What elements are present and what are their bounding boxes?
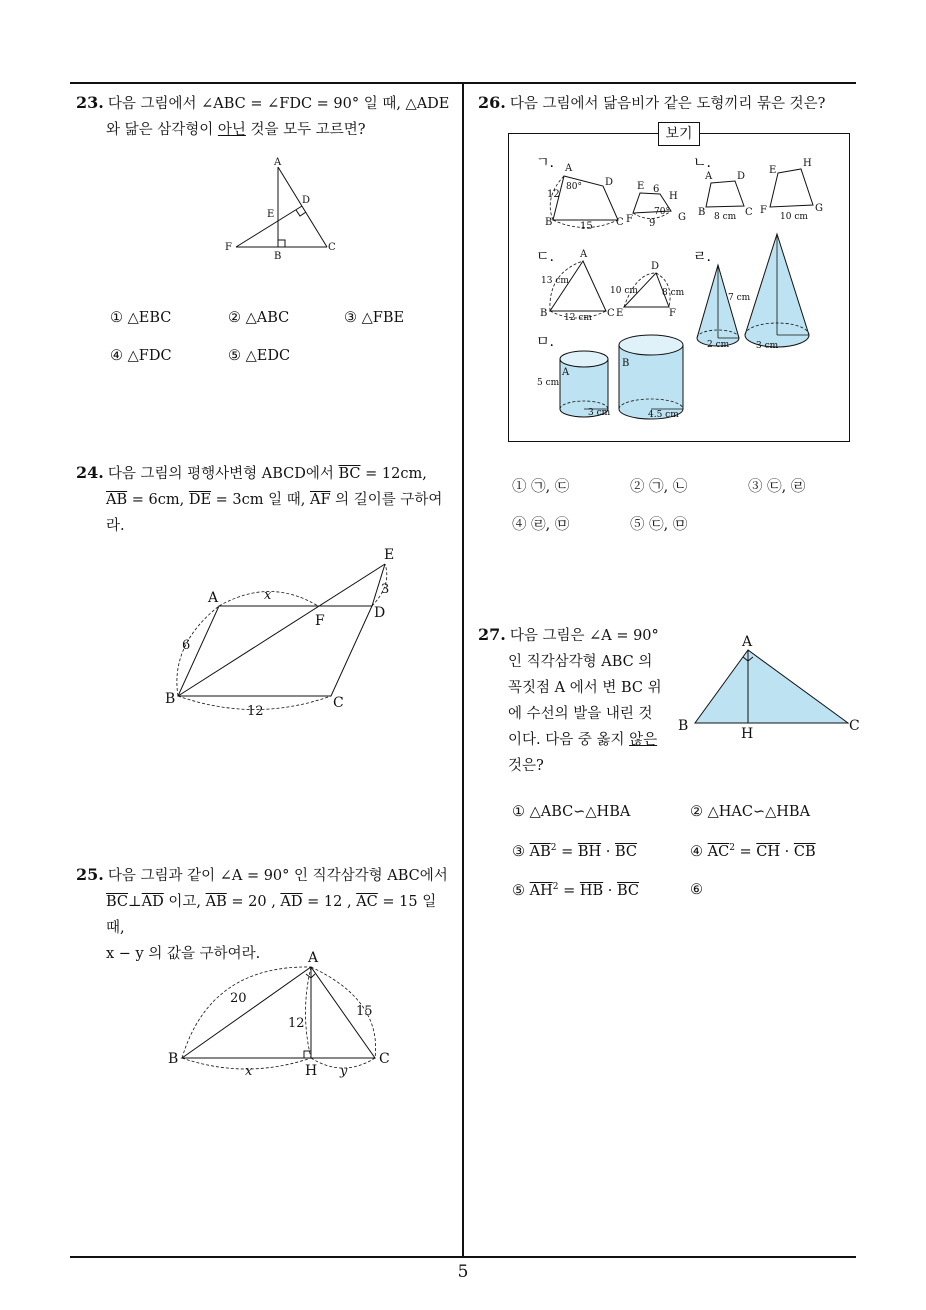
page-number: 5: [457, 1262, 469, 1282]
q26-g-f: F: [626, 214, 633, 225]
q26-n-c: C: [745, 207, 753, 218]
q23-label-d: D: [302, 195, 311, 206]
q23-line2-underlined: 아닌: [217, 122, 246, 138]
q26-g-b: B: [545, 217, 553, 228]
q27-opt5-dot: ·: [603, 882, 617, 899]
q27-line5-pre: 이다. 다음 중 옳지: [508, 732, 630, 748]
q26-g-e: E: [637, 181, 645, 192]
q25-label-y: y: [340, 1064, 348, 1079]
q24-label-d: D: [374, 605, 386, 621]
q24-label-6: 6: [182, 638, 191, 653]
q25-line2-c: = 12 ,: [302, 894, 357, 910]
question-23: [76, 90, 458, 143]
q26-d-12cm: 12 cm: [564, 313, 592, 323]
q27-line3: 꼭짓점 A 에서 변 BC 위: [508, 680, 662, 696]
q24-number: 24.: [76, 463, 104, 482]
q26-g-12: 12: [547, 189, 560, 200]
q27-option-5[interactable]: [512, 882, 639, 899]
q27-opt4-eq: =: [734, 843, 757, 860]
q23-figure: [220, 155, 350, 265]
q24-seg-de: $\overline{DE}$: [188, 492, 212, 508]
q27-opt3-ab: $\overline{AB}$: [529, 843, 551, 860]
q23-label-a: A: [274, 157, 282, 168]
q26-d-e: E: [616, 308, 624, 319]
q25-seg-ad2: $\overline{AD}$: [280, 894, 303, 910]
q26-sub-d: ㄷ.: [536, 249, 554, 265]
q26-option-2[interactable]: ② ㉠, ㉡: [630, 479, 688, 495]
q26-d-c: C: [607, 308, 615, 319]
q25-seg-bc: $\overline{BC}$: [106, 894, 129, 910]
q26-m-5cm: 5 cm: [537, 378, 560, 388]
q26-n-d: D: [737, 171, 746, 182]
q26-number: 26.: [478, 93, 506, 112]
q26-m-b: B: [622, 358, 630, 369]
q26-bogi-label: 보기: [658, 122, 700, 146]
q26-r-2cm: 2 cm: [707, 340, 730, 350]
q27-opt5-eq: =: [558, 882, 580, 899]
q27-option-2[interactable]: ② △HAC∽△HBA: [690, 804, 811, 820]
q24-seg-ab: $\overline{AB}$: [106, 492, 128, 508]
q24-label-e: E: [384, 547, 395, 563]
q27-opt5-num: ⑤: [512, 882, 530, 899]
q26-m-45cm: 4.5 cm: [648, 410, 679, 420]
q26-text: 다음 그림에서 닮음비가 같은 도형끼리 묶은 것은?: [509, 96, 826, 112]
q27-opt5-sq: 2: [552, 882, 559, 892]
q27-opt4-cb: $\overline{CB}$: [793, 843, 816, 860]
q26-g-c: C: [616, 217, 624, 228]
q27-number: 27.: [478, 625, 506, 644]
q25-line2-d: = 15 일 때,: [106, 894, 437, 936]
q26-d-8cm: 8 cm: [662, 288, 685, 298]
q26-g-6: 6: [653, 184, 660, 195]
q26-r-3cm: 3 cm: [756, 341, 779, 351]
q25-line3: x − y 의 값을 구하여라.: [106, 946, 261, 962]
q26-option-5[interactable]: ⑤ ㉢, ㉤: [630, 517, 688, 533]
q26-n-g: G: [815, 203, 823, 214]
q26-d-13cm: 13 cm: [541, 276, 569, 286]
q27-line2: 인 직각삼각형 ABC 의: [508, 654, 653, 670]
q25-label-b: B: [168, 1051, 179, 1067]
q23-label-b: B: [274, 251, 282, 262]
q26-g-80: 80°: [566, 182, 582, 192]
q25-label-20: 20: [230, 991, 247, 1006]
q26-sub-n: ㄴ.: [693, 155, 711, 171]
q25-line2-b: = 20 ,: [226, 894, 281, 910]
q25-label-x: x: [245, 1064, 253, 1079]
q27-label-h: H: [741, 726, 754, 742]
q24-label-b: B: [165, 691, 176, 707]
q26-d-d: D: [651, 261, 660, 272]
q25-perp: ⊥: [128, 894, 142, 910]
q27-label-c: C: [849, 718, 860, 734]
q26-g-d: D: [605, 177, 614, 188]
q26-d-b: B: [540, 308, 548, 319]
q24-line2-b: = 3cm 일 때,: [211, 492, 310, 508]
q27-opt3-num: ③: [512, 843, 530, 860]
q26-d-10cm: 10 cm: [610, 286, 638, 296]
q27-opt3-eq: =: [556, 843, 578, 860]
q26-sub-r: ㄹ.: [693, 249, 711, 265]
q24-label-x: x: [264, 588, 272, 603]
q24-label-a: A: [208, 590, 219, 606]
q23-line1: 다음 그림에서 ∠ABC = ∠FDC = 90° 일 때, △ADE: [107, 96, 450, 112]
q26-option-1[interactable]: ① ㉠, ㉢: [512, 479, 570, 495]
q27-label-a: A: [742, 634, 753, 650]
q25-label-a: A: [308, 950, 319, 966]
q24-seg-bc: $\overline{BC}$: [338, 466, 361, 482]
q24-figure: [160, 545, 410, 720]
q26-n-e: E: [769, 165, 777, 176]
q23-label-c: C: [328, 242, 336, 253]
q25-label-15: 15: [356, 1004, 373, 1019]
q26-g-h: H: [669, 191, 678, 202]
q24-line3: 라.: [106, 518, 125, 534]
q23-option-3[interactable]: ③ △FBE: [344, 310, 405, 326]
q25-number: 25.: [76, 865, 104, 884]
q27-opt4-ac: $\overline{AC}$: [707, 843, 730, 860]
q27-opt4-sq: 2: [729, 843, 735, 853]
q24-label-12: 12: [247, 704, 264, 719]
q25-line1: 다음 그림과 같이 ∠A = 90° 인 직각삼각형 ABC에서: [107, 868, 448, 884]
q26-n-h: H: [803, 158, 812, 169]
q26-option-3[interactable]: ③ ㉢, ㉣: [748, 479, 806, 495]
q27-opt5-bc: $\overline{BC}$: [616, 882, 640, 899]
q26-m-3cm: 3 cm: [588, 408, 611, 418]
q26-g-15: 15: [580, 221, 593, 232]
q27-line4: 에 수선의 발을 내린 것: [508, 706, 653, 722]
q25-line2-a: 이고,: [163, 894, 206, 910]
q27-opt3-dot: ·: [601, 843, 615, 860]
q27-line1: 다음 그림은 ∠A = 90°: [509, 628, 659, 644]
q24-line1-pre: 다음 그림의 평행사변형 ABCD에서: [107, 466, 339, 482]
q26-n-8cm: 8 cm: [714, 212, 737, 222]
q24-seg-af: $\overline{AF}$: [309, 492, 331, 508]
q27-opt3-bh: $\overline{BH}$: [577, 843, 602, 860]
q26-g-a: A: [565, 163, 573, 174]
q26-g-g: G: [678, 212, 686, 223]
q27-opt4-ch: $\overline{CH}$: [756, 843, 781, 860]
q27-option-6[interactable]: ⑥: [690, 882, 703, 898]
q27-option-1[interactable]: ① △ABC∽△HBA: [512, 804, 631, 820]
q24-line2-c: 의 길이를 구하여: [330, 492, 443, 508]
q23-label-f: F: [225, 242, 232, 253]
q26-n-10cm: 10 cm: [780, 212, 808, 222]
q27-option-4[interactable]: [690, 843, 816, 860]
q27-label-b: B: [678, 718, 689, 734]
q27-opt4-dot: ·: [780, 843, 794, 860]
q24-line2-a: = 6cm,: [127, 492, 189, 508]
question-27: [478, 622, 678, 779]
q25-seg-ab: $\overline{AB}$: [205, 894, 227, 910]
q26-n-f: F: [760, 205, 767, 216]
q24-line1-post: = 12cm,: [360, 466, 427, 482]
q23-number: 23.: [76, 93, 104, 112]
question-26: [478, 90, 858, 117]
question-24: [76, 460, 458, 539]
q24-label-3: 3: [381, 582, 390, 597]
q25-figure: [160, 945, 400, 1080]
q27-opt3-bc: $\overline{BC}$: [615, 843, 638, 860]
q23-option-1[interactable]: ① △EBC: [110, 310, 172, 326]
q25-seg-ad: $\overline{AD}$: [141, 894, 164, 910]
q27-line5-underlined: 않은: [629, 732, 658, 748]
q27-opt4-num: ④: [690, 843, 708, 860]
q26-sub-m: ㅁ.: [536, 334, 554, 350]
q27-option-3[interactable]: [512, 843, 637, 860]
q26-sub-g: ㄱ.: [536, 155, 554, 171]
q26-n-a: A: [705, 171, 713, 182]
q27-opt5-hb: $\overline{HB}$: [579, 882, 604, 899]
q26-r-7cm: 7 cm: [728, 293, 751, 303]
q25-label-h: H: [305, 1063, 318, 1079]
q23-option-4[interactable]: ④ △FDC: [110, 348, 172, 364]
q26-option-4[interactable]: ④ ㉣, ㉤: [512, 517, 570, 533]
q25-label-c: C: [379, 1051, 390, 1067]
q26-g-9: 9: [649, 218, 656, 229]
q26-m-a: A: [562, 367, 570, 378]
q26-d-a: A: [580, 249, 588, 260]
q23-option-2[interactable]: ② △ABC: [228, 310, 290, 326]
column-divider: [462, 82, 464, 1257]
q23-label-e: E: [267, 209, 275, 220]
q26-figures: [508, 133, 848, 440]
bottom-rule: [70, 1256, 856, 1258]
q26-n-b: B: [698, 207, 706, 218]
q27-figure: [675, 630, 865, 745]
q23-option-5[interactable]: ⑤ △EDC: [228, 348, 291, 364]
q23-line2-post: 것을 모두 고르면?: [245, 122, 366, 138]
q25-label-12: 12: [288, 1016, 305, 1031]
q26-g-70: 70°: [654, 207, 670, 217]
q24-label-c: C: [333, 695, 344, 711]
q23-line2-pre: 와 닮은 삼각형이: [106, 122, 218, 138]
q27-opt3-sq: 2: [550, 843, 557, 853]
q27-opt5-ah: $\overline{AH}$: [529, 882, 553, 899]
q27-line6: 것은?: [508, 758, 544, 774]
q25-seg-ac: $\overline{AC}$: [356, 894, 378, 910]
q26-d-f: F: [669, 308, 676, 319]
q24-label-f: F: [315, 613, 325, 629]
